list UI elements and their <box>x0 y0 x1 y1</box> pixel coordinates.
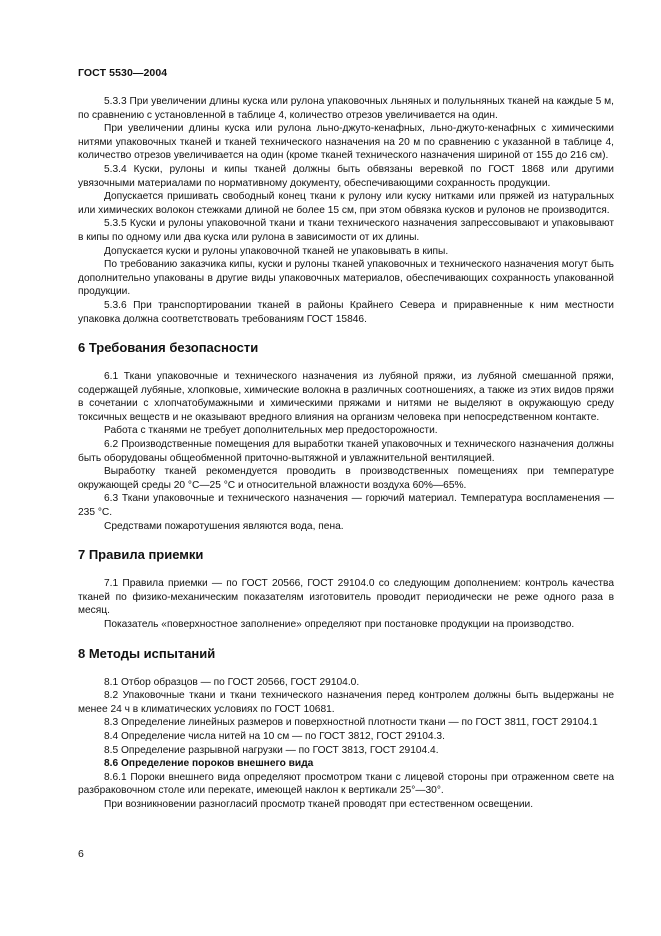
paragraph: При увеличении длины куска или рулона льно-джуто-кенафных, льно-джуто-кенафных с химическими нитями упаковочных тканей и тканей технического назначения на 20 м по сравнению с указанной в таблице 4, количество отрезов увеличивается на один (кроме тканей технического назначения шириной от 155 до 216 см). <box>78 123 614 162</box>
paragraph-5-3-5: 5.3.5 Куски и рулоны упаковочной ткани и ткани технического назначения запрессовывают и упаковывают в кипы по одному или два куска или рулона в зависимости от их длины. <box>78 218 614 243</box>
paragraph-8-5: 8.5 Определение разрывной нагрузки — по ГОСТ 3813, ГОСТ 29104.4. <box>104 744 439 756</box>
paragraph-8-4: 8.4 Определение числа нитей на 10 см — по ГОСТ 3812, ГОСТ 29104.3. <box>104 730 445 742</box>
paragraph-8-1: 8.1 Отбор образцов — по ГОСТ 20566, ГОСТ 29104.0. <box>104 676 360 688</box>
paragraph: По требованию заказчика кипы, куски и рулоны тканей упаковочных и технического назначения могут быть дополнительно упакованы в другие виды упаковочных материалов, обеспечивающих сохранность упакованной продукции. <box>78 259 614 298</box>
paragraph: Выработку тканей рекомендуется проводить в производственных помещениях при температуре окружающей среды 20 °С—25 °С и относительной влажности воздуха 60%—65%. <box>78 466 614 491</box>
paragraph: Допускается пришивать свободный конец ткани к рулону или куску нитками или пряжей из натуральных или химических волокон стежками длиной не более 15 см, при этом обвязка кусков и рулонов не производится. <box>78 191 614 216</box>
paragraph-5-3-3: 5.3.3 При увеличении длины куска или рулона упаковочных льняных и полульняных тканей на каждые 5 м, по сравнению с установленной в таблице 4, количество отрезов увеличивается на один. <box>78 96 614 121</box>
paragraph: Допускается куски и рулоны упаковочной тканей не упаковывать в кипы. <box>104 245 449 257</box>
paragraph-6-3: 6.3 Ткани упаковочные и технического назначения — горючий материал. Температура воспламенения — 235 °С. <box>78 493 614 519</box>
page-number: 6 <box>78 848 84 860</box>
paragraph-8-6-1: 8.6.1 Пороки внешнего вида определяют просмотром ткани с лицевой стороны при отраженном свете на разбраковочном столе или перекате, имеющей наклон к вертикали 25°—30°. <box>78 771 614 797</box>
paragraph: При возникновении разногласий просмотр тканей проводят при естественном освещении. <box>104 798 534 810</box>
paragraph-8-2: 8.2 Упаковочные ткани и ткани технического назначения перед контролем должны быть выдержаны не менее 24 ч в климатических условиях по ГОСТ 10681. <box>78 690 614 715</box>
document-header: ГОСТ 5530—2004 <box>78 67 168 79</box>
paragraph: Средствами пожаротушения являются вода, пена. <box>104 520 344 532</box>
paragraph-7-1: 7.1 Правила приемки — по ГОСТ 20566, ГОСТ 29104.0 со следующим дополнением: контроль качества тканей по физико-механическим показателям изготовитель проводит периодически не реже одного раза в месяц. <box>78 578 614 617</box>
section-heading-8: 8 Методы испытаний <box>78 645 216 661</box>
paragraph-5-3-6: 5.3.6 При транспортировании тканей в районы Крайнего Севера и приравненные к ним местности упаковка должна соответствовать требованиям ГОСТ 15846. <box>78 299 614 325</box>
section-heading-7: 7 Правила приемки <box>78 547 204 563</box>
section-heading-6: 6 Требования безопасности <box>78 340 259 356</box>
paragraph-6-1: 6.1 Ткани упаковочные и технического назначения из лубяной пряжи, из лубяной смешанной пряжи, содержащей лубяные, хлопковые, химические волокна в различных соотношениях, а также из этих видов пряжи в сочетании с хлопчатобумажными и химическими пряжами и нитями не выделяют в окружающую среду токсичных веществ и не оказывают вредного влияния на организм человека при непосредственном контакте. <box>78 371 614 423</box>
paragraph-6-2: 6.2 Производственные помещения для выработки тканей упаковочных и технического назначения должны быть оборудованы общеобменной приточно-вытяжной и увлажнительной вентиляцией. <box>78 439 614 464</box>
paragraph-8-3: 8.3 Определение линейных размеров и поверхностной плотности ткани — по ГОСТ 3811, ГОСТ 29104.1 <box>104 717 598 729</box>
paragraph-5-3-4: 5.3.4 Куски, рулоны и кипы тканей должны быть обвязаны веревкой по ГОСТ 1868 или другими увязочными материалами по нормативному документу, обеспечивающими сохранность продукции. <box>78 163 614 189</box>
subsection-heading-8-6: 8.6 Определение пороков внешнего вида <box>104 758 314 770</box>
paragraph: Показатель «поверхностное заполнение» определяют при постановке продукции на производство. <box>104 619 575 630</box>
paragraph: Работа с тканями не требует дополнительных мер предосторожности. <box>104 425 438 437</box>
document-body <box>78 95 614 812</box>
document-page <box>78 0 614 936</box>
